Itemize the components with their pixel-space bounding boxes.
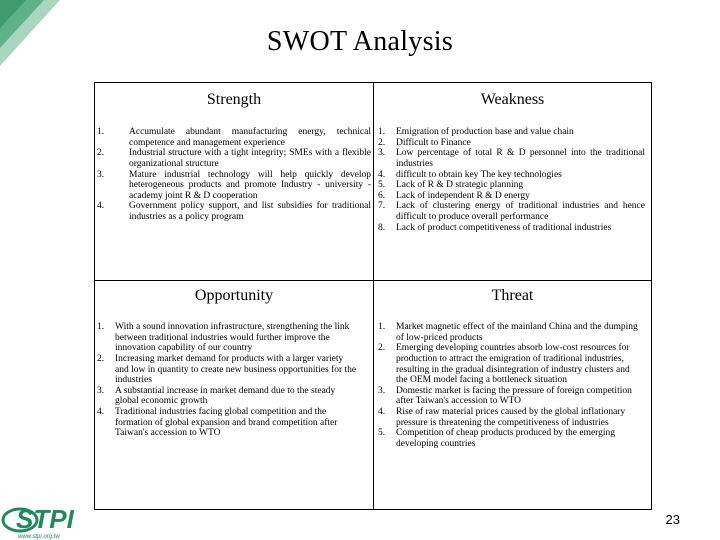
threat-list	[378, 322, 643, 450]
list-item: 2. Emerging developing countries absorb low-cost resources for production to attract the emigration of traditional industries, resulting in the gradual disintegration of industry clusters and the OEM model facing a bottleneck situation	[378, 343, 630, 386]
strength-quadrant	[95, 83, 374, 281]
page-number: 23	[665, 512, 680, 527]
list-item: 8. Lack of product competitiveness of traditional industries	[378, 222, 612, 233]
opportunity-heading: Opportunity	[194, 287, 274, 304]
strength-list	[97, 127, 371, 223]
opportunity-quadrant	[95, 281, 374, 509]
list-item: 6. Lack of independent R & D energy	[378, 190, 530, 201]
weakness-quadrant	[374, 83, 651, 281]
list-item: 1. Market magnetic effect of the mainland China and the dumping of low-priced products	[378, 322, 638, 343]
list-item: 2. Industrial structure with a tight integrity; SMEs with a flexible organizational structure	[97, 148, 371, 169]
list-item: 4. Rise of raw material prices caused by the global inflationary pressure is threatening the competitiveness of industries	[378, 407, 626, 428]
svg-text:www.stpi.org.tw: www.stpi.org.tw	[18, 534, 60, 540]
svg-text:STPI: STPI	[16, 504, 74, 534]
slide-title: SWOT Analysis	[266, 26, 454, 57]
list-item: 3. Domestic market is facing the pressure of foreign competition after Taiwan's accession to WTO	[378, 385, 632, 407]
weakness-heading: Weakness	[480, 91, 545, 108]
list-item: 7. Lack of clustering energy of traditional industries and hence difficult to produce overall performance	[378, 201, 645, 222]
list-item: 2. Increasing market demand for products with a larger variety and low in quantity to create new business opportunities for the industries	[97, 353, 357, 386]
list-item: 4. Government policy support, and list subsidies for traditional industries as a policy program	[97, 201, 371, 222]
list-item: 2. Difficult to Finance	[378, 137, 471, 148]
threat-heading: Threat	[491, 287, 534, 304]
list-item: 3. Low percentage of total R & D personnel into the traditional industries	[378, 148, 645, 169]
list-item: 1. With a sound innovation infrastructure, strengthening the link between traditional industries would further improve the innovation capability of our country	[97, 322, 350, 354]
threat-quadrant	[374, 281, 651, 509]
opportunity-list	[97, 322, 359, 439]
list-item: 4. difficult to obtain key The key technologies	[378, 169, 562, 180]
list-item: 3. A substantial increase in market demand due to the steady global economic growth	[97, 385, 336, 407]
swot-table	[94, 82, 652, 510]
list-item: 5. Competition of cheap products produced by the emerging developing countries	[378, 428, 616, 449]
list-item: 1. Emigration of production base and value chain	[378, 127, 574, 137]
stpi-logo	[0, 498, 95, 540]
list-item: 1. Accumulate abundant manufacturing energy, technical competence and management experience	[97, 127, 371, 148]
list-item: 5. Lack of R & D strategic planning	[378, 180, 524, 191]
weakness-list	[378, 127, 645, 233]
list-item: 4. Traditional industries facing global competition and the formation of global expansion and brand competition after Taiwan's accession to WTO	[97, 407, 338, 439]
list-item: 3. Mature industrial technology will help quickly develop heterogeneous products and promote Industry - university - academy joint R & D cooperation	[97, 169, 371, 201]
strength-heading: Strength	[206, 91, 262, 108]
